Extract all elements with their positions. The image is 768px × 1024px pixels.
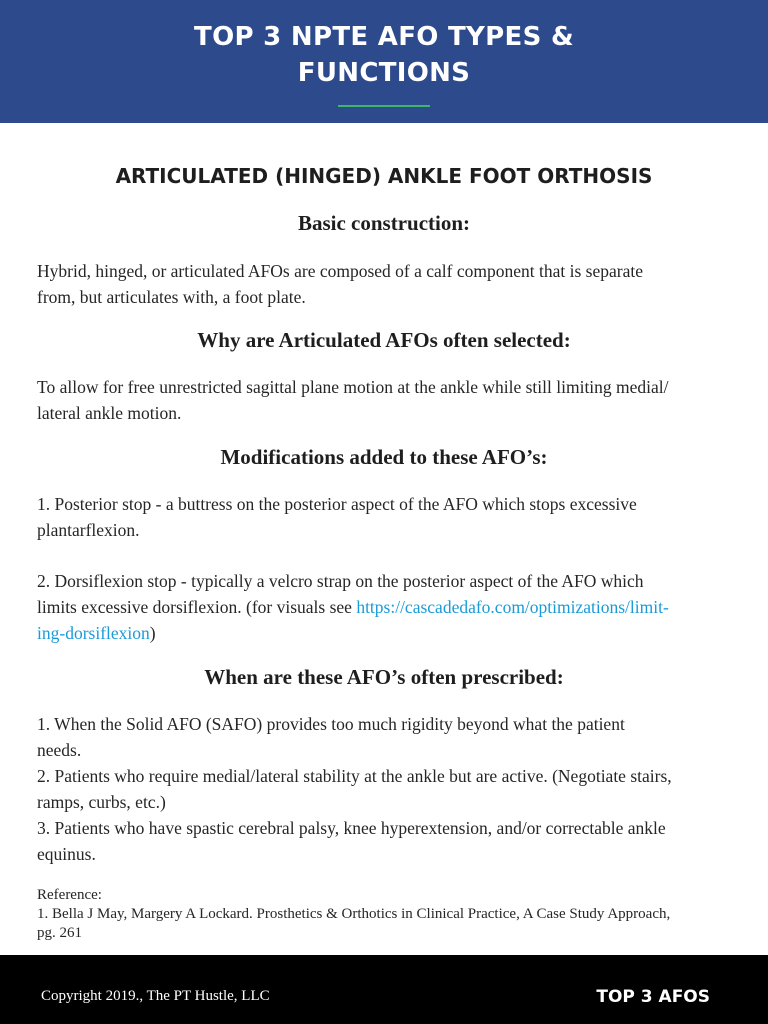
- basic-construction-heading: Basic construction:: [297, 211, 471, 235]
- prescribed-item-3-line-1: 3. Patients who have spastic cerebral palsy, knee hyperextension, and/or correctable ankle: [37, 818, 666, 838]
- why-selected-line-1: To allow for free unrestricted sagittal plane motion at the ankle while still limiting medial/: [37, 377, 669, 397]
- section-title: ARTICULATED (HINGED) ANKLE FOOT ORTHOSIS: [115, 164, 653, 188]
- prescribed-item-1-line-2: needs.: [37, 740, 82, 760]
- modification-item-2-line-2: limits excessive dorsiflexion. (for visuals see: [37, 597, 357, 617]
- link-text-part-2: ing-dorsiflexion: [37, 623, 150, 643]
- modification-item-2-suffix: ): [149, 623, 156, 643]
- reference-citation-line-2: pg. 261: [37, 925, 82, 941]
- reference-block: [37, 886, 727, 943]
- modification-item-2: [37, 568, 717, 646]
- prescribed-heading: When are these AFO’s often prescribed:: [204, 665, 564, 689]
- prescribed-item-1-line-1: 1. When the Solid AFO (SAFO) provides too much rigidity beyond what the patient: [37, 714, 625, 734]
- modification-item-1-line-1: 1. Posterior stop - a buttress on the posterior aspect of the AFO which stops excessive: [37, 494, 637, 514]
- page-title: [0, 19, 768, 91]
- modification-item-1: [37, 491, 717, 543]
- page-title-line-2: FUNCTIONS: [297, 58, 471, 88]
- prescribed-item-2-line-1: 2. Patients who require medial/lateral stability at the ankle but are active. (Negotiate stairs,: [37, 766, 672, 786]
- prescribed-item-3-line-2: equinus.: [37, 844, 96, 864]
- why-selected-line-2: lateral ankle motion.: [37, 403, 182, 423]
- basic-construction-text: [37, 258, 717, 310]
- modifications-heading: Modifications added to these AFO’s:: [220, 445, 548, 469]
- reference-label: Reference:: [37, 887, 102, 903]
- title-underline-divider: [338, 105, 430, 107]
- why-selected-heading: Why are Articulated AFOs often selected:: [197, 328, 571, 352]
- header-banner: [0, 0, 768, 123]
- basic-construction-line-1: Hybrid, hinged, or articulated AFOs are composed of a calf component that is separate: [37, 261, 643, 281]
- reference-citation-line-1: 1. Bella J May, Margery A Lockard. Prosthetics & Orthotics in Clinical Practice, A Case Study Approach,: [37, 906, 671, 922]
- prescribed-item-2-line-2: ramps, curbs, etc.): [37, 792, 166, 812]
- modification-item-1-line-2: plantarflexion.: [37, 520, 140, 540]
- copyright-text: Copyright 2019., The PT Hustle, LLC: [41, 988, 270, 1004]
- why-selected-text: [37, 374, 717, 426]
- link-text-part-1: https://cascadedafo.com/optimizations/limit-: [356, 597, 669, 617]
- footer-bar: [0, 955, 768, 1024]
- prescribed-list: [37, 711, 717, 867]
- modification-item-2-line-1: 2. Dorsiflexion stop - typically a velcro strap on the posterior aspect of the AFO which: [37, 571, 644, 591]
- brand-wordmark: TOP 3 AFOS: [596, 987, 710, 1007]
- page-title-line-1: TOP 3 NPTE AFO TYPES &: [194, 22, 574, 52]
- basic-construction-line-2: from, but articulates with, a foot plate.: [37, 287, 306, 307]
